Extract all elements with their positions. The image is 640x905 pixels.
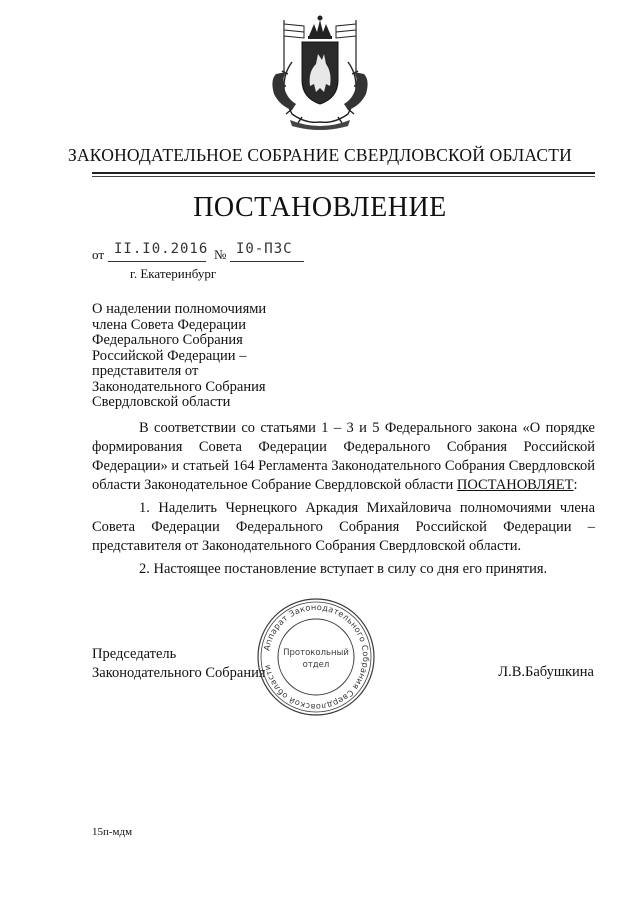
subject-line: представителя от (92, 363, 199, 379)
subject-line: Свердловской области (92, 394, 231, 410)
stamp-center-line-2: отдел (302, 660, 330, 670)
stamp-center-line-1: Протокольный (283, 648, 349, 658)
document-title: ПОСТАНОВЛЕНИЕ (193, 192, 447, 223)
resolution-item-2: 2. Настоящее постановление вступает в силу со дня его принятия. (139, 561, 548, 577)
signer-position-line: Председатель (92, 646, 177, 662)
official-stamp (254, 595, 378, 719)
number-label: № (214, 247, 227, 262)
resolution-item-1: 1. Наделить Чернецкого Аркадия Михайловича полномочиями члена Совета Федерации Федерального Собрания Российской Федерации – представителя от Законодательного Собрания Свердловской области. (92, 500, 595, 554)
subject-line: Федерального Собрания (92, 332, 243, 348)
stamp-ring-text: Аппарат Законодательного Собрания Свердловской области (261, 601, 372, 713)
left-banner-icon (284, 20, 304, 76)
subject-line: О наделении полномочиями (92, 301, 267, 317)
number-underline (230, 261, 304, 262)
right-banner-icon (336, 20, 356, 76)
organization-name: ЗАКОНОДАТЕЛЬНОЕ СОБРАНИЕ СВЕРДЛОВСКОЙ ОБЛАСТИ (68, 145, 572, 165)
signer-position-line: Законодательного Собрания (92, 665, 266, 681)
signer-name: Л.В.Бабушкина (498, 664, 594, 680)
signer-position (92, 645, 266, 683)
preamble-paragraph (92, 419, 595, 495)
crown-icon (308, 16, 332, 40)
decree-word: ПОСТАНОВЛЯЕТ (456, 477, 574, 493)
header-divider-thick (92, 172, 595, 174)
subject-line: Законодательного Собрания (92, 378, 266, 395)
resolution-body (92, 419, 595, 583)
document-code: 15п-мдм (92, 826, 133, 838)
registration-line (92, 241, 332, 263)
date-underline (108, 261, 206, 262)
registration-date: II.I0.2016 (114, 241, 209, 257)
decree-punctuation: : (573, 477, 578, 493)
subject-line: Российской Федерации – (92, 347, 247, 364)
date-prefix-label: от (92, 247, 105, 262)
preamble-text: В соответствии со статьями 1 – 3 и 5 Федерального закона «О порядке формирования Совета Федерации Федерального Собрания Российской Федерации» и статьей 164 Регламента Законодательного Собрания Свердловской области Законодательное Собрание Свердловской области (92, 420, 595, 493)
coat-of-arms-emblem (262, 14, 378, 132)
city-label: г. Екатеринбург (130, 266, 217, 281)
subject-line: члена Совета Федерации (92, 316, 246, 333)
subject-block (92, 302, 322, 411)
registration-number: I0-ПЗС (236, 241, 293, 257)
header-divider-thin (92, 176, 595, 177)
